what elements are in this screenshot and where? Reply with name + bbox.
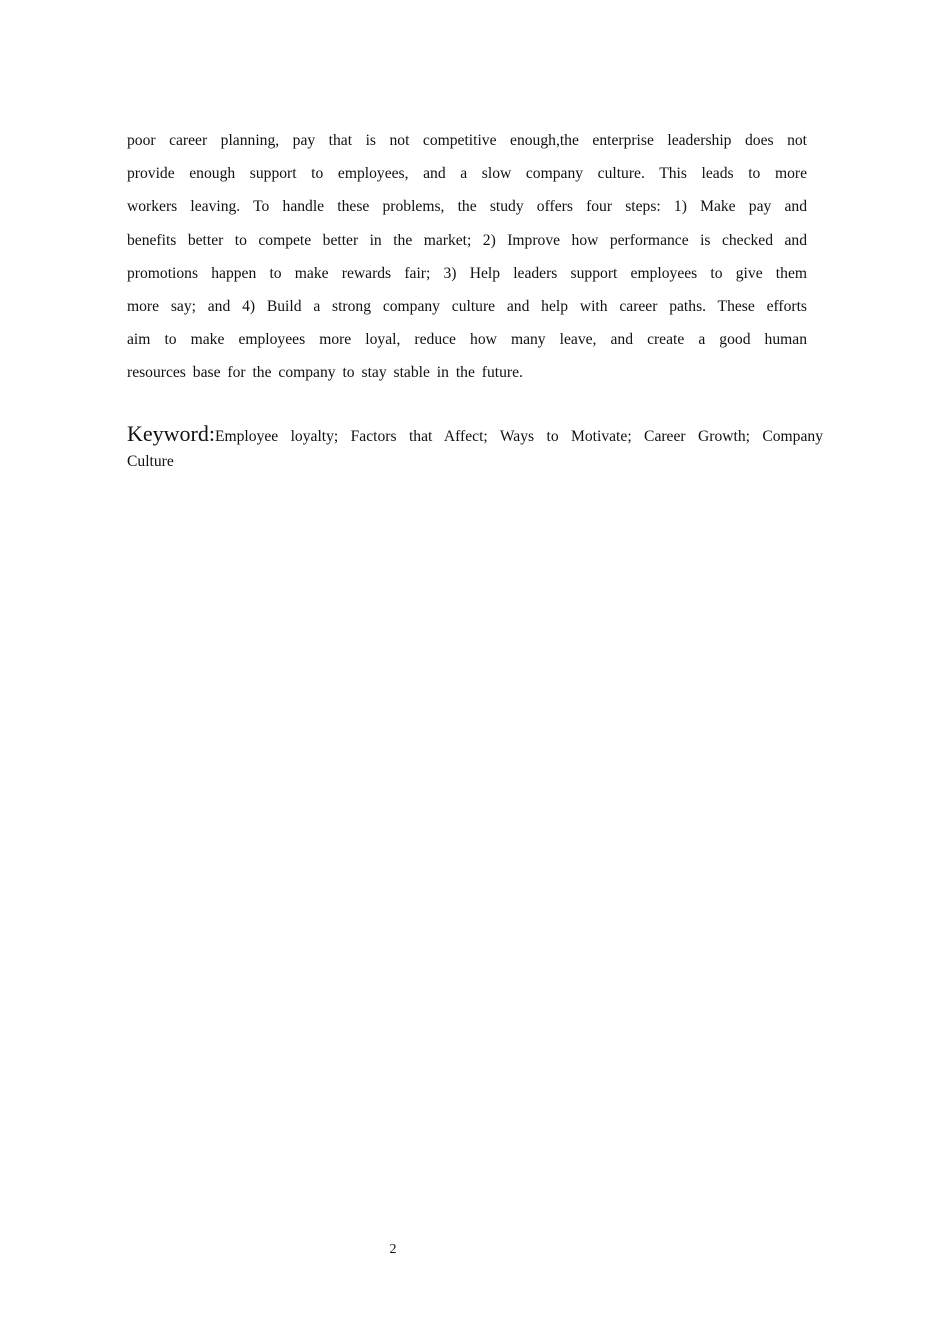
page-number: 2	[389, 1242, 397, 1257]
abstract-line: promotions happen to make rewards fair; 3) Help leaders support employees to give them	[127, 264, 807, 282]
abstract-line: provide enough support to employees, and a slow company culture. This leads to more	[127, 165, 807, 183]
keywords-list: Employee loyalty; Factors that Affect; Ways to Motivate; Career Growth; Company	[214, 428, 823, 445]
abstract-line: poor career planning, pay that is not competitive enough,the enterprise leadership does not	[127, 132, 807, 149]
abstract-line: more say; and 4) Build a strong company culture and help with career paths. These efforts	[127, 297, 807, 315]
keywords-line	[127, 421, 823, 449]
abstract-paragraph	[127, 124, 807, 390]
abstract-line: benefits better to compete better in the market; 2) Improve how performance is checked and	[127, 231, 807, 249]
abstract-line: aim to make employees more loyal, reduce how many leave, and create a good human	[127, 331, 807, 349]
keywords-section	[127, 421, 823, 474]
keywords-list-continued: Culture	[127, 453, 174, 470]
abstract-line: workers leaving. To handle these problems, the study offers four steps: 1) Make pay and	[127, 198, 807, 216]
keywords-label: Keyword:	[127, 421, 215, 446]
abstract-line: resources base for the company to stay stable in the future.	[127, 364, 523, 382]
